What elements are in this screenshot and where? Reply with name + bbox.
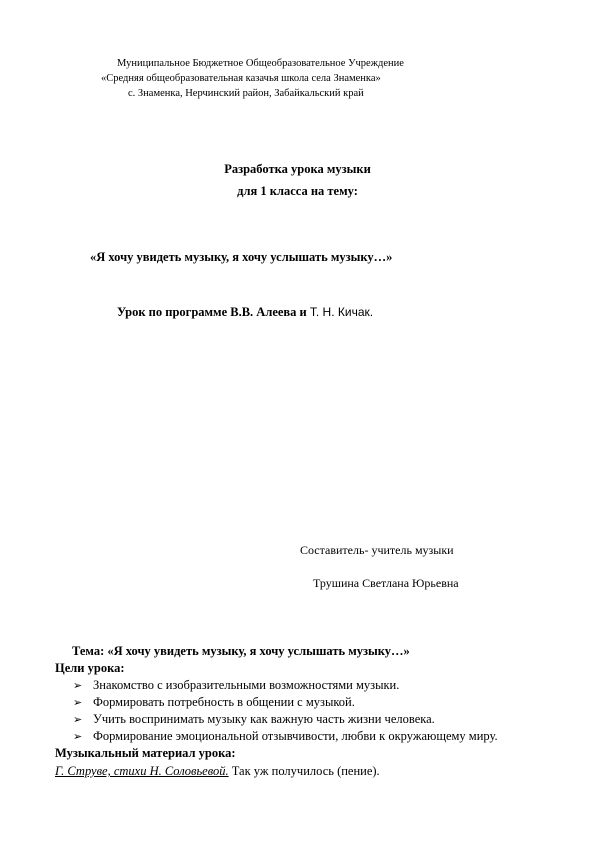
goal-item (73, 711, 498, 728)
author-name: Трушина Светлана Юрьевна (313, 576, 459, 590)
material-heading: Музыкальный материал урока: (55, 746, 236, 760)
program-line (117, 305, 373, 320)
program-authors: Урок по программе В.В. Алеева и (117, 305, 307, 319)
document-title-line2: для 1 класса на тему: (237, 184, 358, 198)
goals-list (73, 677, 498, 745)
goal-item (73, 677, 498, 694)
arrow-bullet-icon: ➢ (73, 679, 83, 692)
lesson-topic-quote: «Я хочу увидеть музыку, я хочу услышать музыку…» (90, 250, 393, 264)
material-title: Так уж получилось (пение). (228, 764, 380, 778)
school-address: с. Знаменка, Нерчинский район, Забайкальский край (128, 88, 364, 99)
school-name-line2: «Средняя общеобразовательная казачья школа села Знаменка» (101, 73, 381, 84)
goal-text: Учить воспринимать музыку как важную часть жизни человека. (93, 712, 435, 726)
goal-text: Знакомство с изобразительными возможностями музыки. (93, 678, 400, 692)
author-role: Составитель- учитель музыки (300, 543, 454, 557)
goals-heading: Цели урока: (55, 661, 125, 675)
goal-item (73, 728, 498, 745)
lesson-topic-heading: Тема: «Я хочу увидеть музыку, я хочу услышать музыку…» (72, 644, 410, 658)
material-line (55, 763, 380, 780)
arrow-bullet-icon: ➢ (73, 713, 83, 726)
goal-item (73, 694, 498, 711)
goal-text: Формировать потребность в общении с музыкой. (93, 695, 355, 709)
material-author: Г. Струве, стихи Н. Соловьевой. (55, 764, 229, 778)
document-title-line1: Разработка урока музыки (224, 162, 371, 176)
school-name-line1: Муниципальное Бюджетное Общеобразовательное Учреждение (117, 58, 404, 69)
program-coauthor: Т. Н. Кичак. (309, 305, 374, 319)
arrow-bullet-icon: ➢ (73, 696, 83, 709)
arrow-bullet-icon: ➢ (73, 730, 83, 743)
goal-text: Формирование эмоциональной отзывчивости, любви к окружающему миру. (93, 729, 498, 743)
